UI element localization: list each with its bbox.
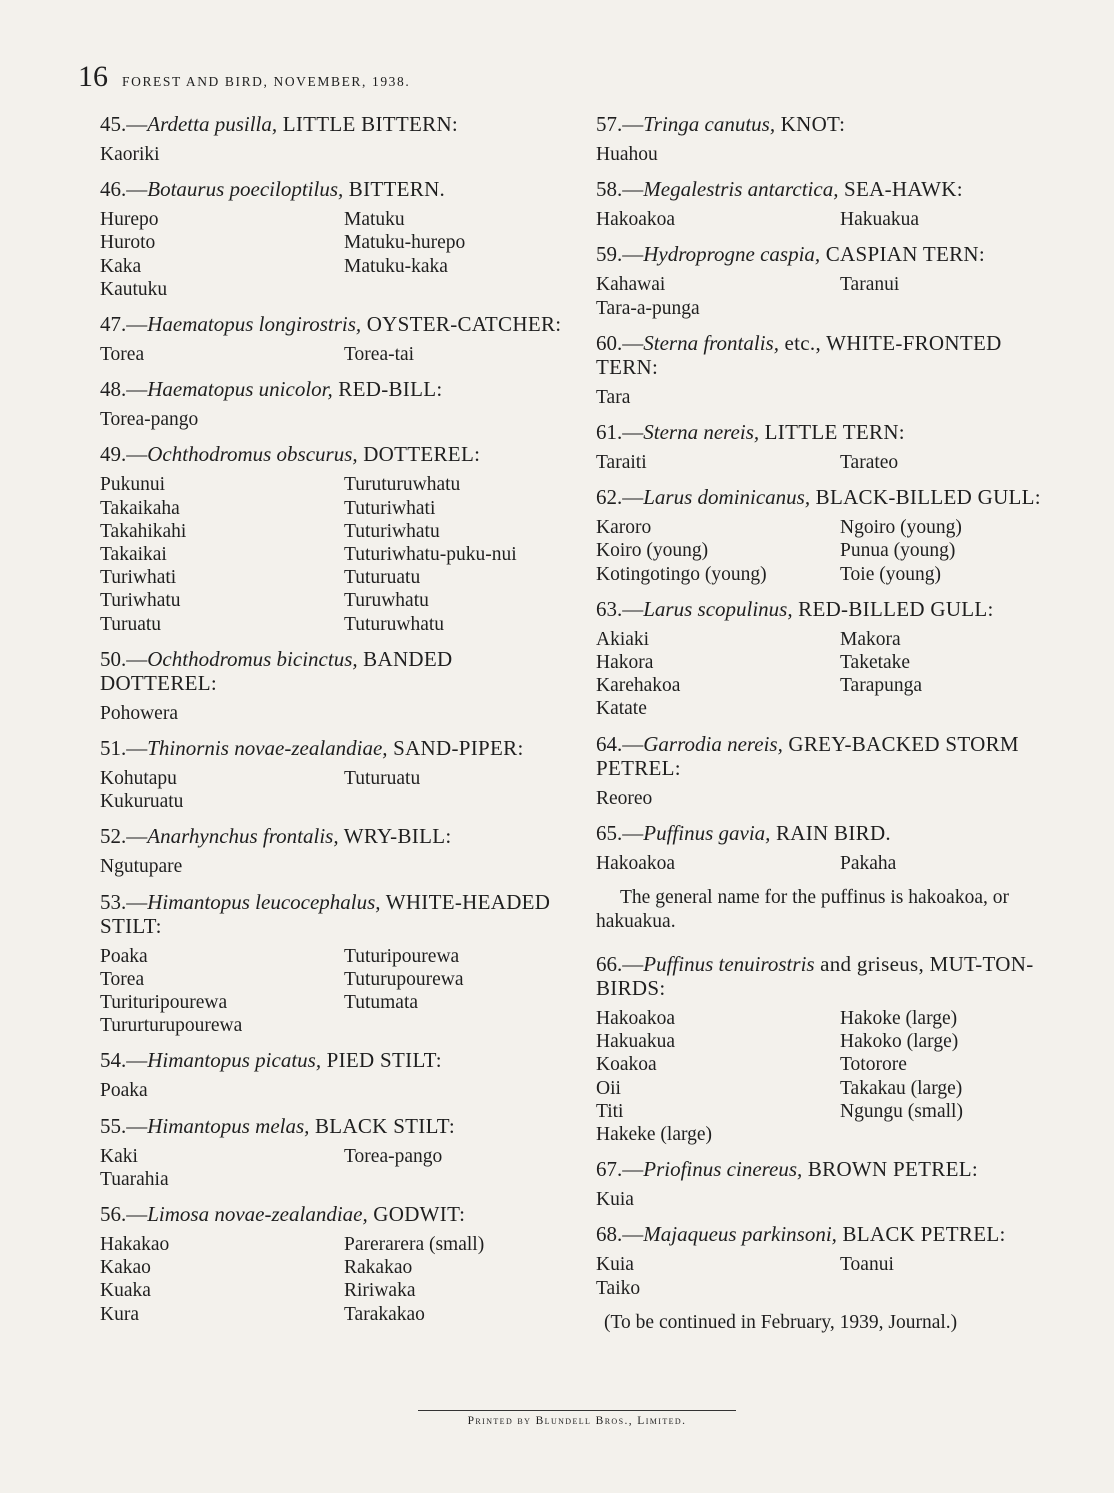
species-entry [100, 736, 570, 813]
maori-name-column [840, 787, 1066, 810]
maori-name: Hakakao [100, 1234, 170, 1256]
species-number: 48.— [100, 377, 148, 402]
maori-name: Hakoko (large) [840, 1031, 959, 1053]
maori-name: Oii [596, 1077, 621, 1099]
maori-name-column [840, 852, 1066, 875]
species-heading [596, 485, 1066, 509]
maori-name-column [100, 208, 344, 301]
species-heading [596, 597, 1066, 621]
species-heading [100, 647, 570, 695]
maori-name-column [596, 1007, 840, 1146]
maori-name-column [596, 787, 840, 810]
maori-name: Katate [596, 698, 647, 720]
maori-names [596, 852, 1066, 875]
maori-name-column [100, 408, 344, 431]
maori-name-column [840, 516, 1066, 586]
species-number: 54.— [100, 1048, 148, 1073]
maori-name: Makora [840, 628, 901, 650]
maori-name: Tarateo [840, 452, 899, 474]
maori-name-column [344, 945, 570, 1038]
maori-name: Kakao [100, 1257, 151, 1279]
maori-name: Huroto [100, 232, 156, 254]
common-name: DOTTEREL: [357, 442, 481, 467]
species-entry [596, 331, 1066, 409]
species-entry [100, 890, 570, 1038]
scientific-name: Botaurus poeciloptilus, [147, 177, 344, 202]
common-name: BLACK STILT: [309, 1113, 456, 1138]
common-name: etc., WHITE-FRONTED TERN: [596, 330, 1002, 379]
maori-name: Kura [100, 1303, 139, 1325]
scientific-name: Puffinus gavia, [643, 820, 771, 845]
maori-names [100, 767, 570, 813]
maori-name-column [840, 628, 1066, 721]
maori-name: Ririwaka [344, 1280, 416, 1302]
maori-name: Rakakao [344, 1257, 413, 1279]
species-heading [100, 824, 570, 848]
common-name: RED-BILLED GULL: [792, 596, 994, 621]
maori-name: Kuia [596, 1254, 634, 1276]
scientific-name: Ardetta pusilla, [147, 112, 278, 136]
maori-name-column [100, 767, 344, 813]
scientific-name: Sterna nereis, [643, 420, 760, 445]
maori-names [100, 702, 570, 725]
species-heading [100, 177, 570, 201]
maori-name: Hakoakoa [596, 852, 676, 874]
maori-name: Tuturupourewa [344, 968, 464, 990]
species-entry [596, 597, 1066, 721]
scientific-name: Sterna frontalis, [643, 330, 779, 355]
species-heading [596, 112, 1066, 136]
scientific-name: Ochthodromus obscurus, [147, 442, 358, 467]
species-entry [100, 312, 570, 366]
common-name: CASPIAN TERN: [820, 242, 986, 267]
maori-name: Hurepo [100, 209, 159, 231]
species-entry [100, 442, 570, 635]
species-heading [596, 420, 1066, 444]
maori-names [100, 945, 570, 1038]
page-number: 16 [78, 60, 108, 93]
species-number: 66.— [596, 952, 644, 977]
species-entry [100, 377, 570, 431]
common-name: BLACK PETREL: [836, 1222, 1006, 1247]
maori-name-column [596, 516, 840, 586]
maori-names [100, 343, 570, 366]
maori-names [596, 787, 1066, 810]
maori-names [596, 451, 1066, 474]
maori-names [100, 1079, 570, 1102]
left-column [100, 112, 570, 1337]
maori-name-column [100, 343, 344, 366]
maori-name-column [344, 143, 570, 166]
maori-name-column [100, 1233, 344, 1326]
maori-name: Tutumata [344, 992, 419, 1014]
common-name: SEA-HAWK: [838, 177, 963, 202]
species-number: 46.— [100, 177, 148, 202]
maori-name: Pukunui [100, 474, 166, 496]
species-entry [596, 821, 1066, 875]
maori-names [100, 473, 570, 635]
maori-name: Parerarera (small) [344, 1234, 485, 1256]
common-name: KNOT: [775, 112, 846, 136]
maori-name: Tuturiwhatu [344, 520, 440, 542]
continued-note: (To be continued in February, 1939, Journal.) [604, 1311, 958, 1333]
maori-name-column [596, 1253, 840, 1299]
scientific-name: Haematopus unicolor, [147, 377, 333, 402]
maori-name: Taiko [596, 1277, 641, 1299]
scientific-name: Larus dominicanus, [643, 485, 811, 510]
maori-names [596, 1007, 1066, 1146]
maori-name: Taketake [840, 652, 911, 674]
species-number: 55.— [100, 1113, 148, 1138]
maori-name-column [596, 208, 840, 231]
common-name: OYSTER-CATCHER: [361, 312, 562, 337]
scientific-name: Majaqueus parkinsoni, [643, 1222, 837, 1247]
species-number: 45.— [100, 112, 148, 136]
species-number: 52.— [100, 824, 148, 849]
maori-name-column [344, 702, 570, 725]
species-number: 49.— [100, 442, 148, 467]
maori-name: Akiaki [596, 628, 650, 650]
maori-name: Matuku-hurepo [344, 232, 466, 254]
maori-names [100, 1145, 570, 1191]
species-number: 53.— [100, 889, 148, 914]
page-header [78, 60, 410, 94]
species-entry [596, 952, 1066, 1146]
common-name: LITTLE TERN: [759, 420, 905, 445]
species-number: 58.— [596, 177, 644, 202]
maori-name: Turuturuwhatu [344, 474, 461, 496]
common-name: BITTERN. [343, 177, 446, 202]
scientific-name: Priofinus cinereus, [643, 1157, 803, 1182]
species-number: 62.— [596, 485, 644, 510]
maori-name: Turuatu [100, 613, 162, 635]
maori-name-column [344, 1233, 570, 1326]
maori-name: Tara-a-punga [596, 297, 700, 319]
species-entry [596, 732, 1066, 810]
maori-name: Ngoiro (young) [840, 517, 962, 539]
common-name: WRY-BILL: [338, 824, 452, 849]
maori-name: Tarakakao [344, 1303, 425, 1325]
maori-names [596, 628, 1066, 721]
maori-name: Tuarahia [100, 1168, 169, 1190]
maori-name-column [596, 852, 840, 875]
common-name: BLACK-BILLED GULL: [810, 485, 1041, 510]
species-heading [596, 242, 1066, 266]
species-entry [596, 420, 1066, 474]
maori-name: Pohowera [100, 702, 178, 724]
maori-name-column [840, 143, 1066, 166]
maori-name: Turuwhatu [344, 590, 429, 612]
right-column [596, 112, 1066, 1335]
common-name: LITTLE BITTERN: [277, 112, 459, 136]
species-number: 50.— [100, 646, 148, 671]
species-entry [100, 1114, 570, 1191]
maori-name: Kotingotingo (young) [596, 563, 767, 585]
maori-name: Pakaha [840, 852, 897, 874]
maori-name: Poaka [100, 945, 148, 967]
maori-name: Koiro (young) [596, 540, 709, 562]
maori-name: Kahawai [596, 274, 666, 296]
maori-names [596, 386, 1066, 409]
maori-name-column [596, 1188, 840, 1211]
maori-name: Turituripourewa [100, 992, 228, 1014]
maori-name: Punua (young) [840, 540, 956, 562]
maori-name: Kukuruatu [100, 791, 184, 813]
species-entry [100, 112, 570, 166]
maori-name: Toanui [840, 1254, 894, 1276]
species-entry [596, 177, 1066, 231]
maori-names [596, 1188, 1066, 1211]
species-number: 47.— [100, 312, 148, 337]
species-entry [100, 1202, 570, 1326]
species-entry [596, 112, 1066, 166]
maori-name-column [596, 628, 840, 721]
maori-names [596, 516, 1066, 586]
maori-name: Torea [100, 344, 145, 366]
maori-names [100, 143, 570, 166]
maori-name: Matuku [344, 209, 405, 231]
scientific-name: Larus scopulinus, [643, 596, 793, 621]
maori-name: Reoreo [596, 787, 653, 809]
maori-name-column [840, 1188, 1066, 1211]
maori-name: Tuturuatu [344, 768, 421, 790]
species-number: 57.— [596, 112, 644, 136]
maori-name: Tuturiwhatu-puku-nui [344, 544, 517, 566]
maori-name: Tara [596, 386, 631, 408]
maori-name: Tarapunga [840, 675, 923, 697]
common-name: RED-BILL: [332, 377, 443, 402]
maori-name: Tuturuwhatu [344, 613, 445, 635]
species-entry [100, 1048, 570, 1102]
species-heading [100, 1202, 570, 1226]
scientific-name: Thinornis novae-zealandiae, [147, 736, 388, 761]
maori-name: Kohutapu [100, 768, 177, 790]
maori-name-column [344, 1079, 570, 1102]
species-number: 56.— [100, 1202, 148, 1227]
maori-name: Koakoa [596, 1054, 657, 1076]
common-name: and griseus, MUT-TON-BIRDS: [596, 952, 1034, 1001]
scientific-name: Himantopus melas, [147, 1113, 310, 1138]
species-heading [100, 890, 570, 938]
maori-name: Kautuku [100, 278, 168, 300]
maori-name: Ngungu (small) [840, 1100, 963, 1122]
maori-name: Titi [596, 1100, 624, 1122]
scientific-name: Tringa canutus, [643, 112, 776, 136]
species-entry [100, 647, 570, 725]
maori-name: Kaki [100, 1145, 138, 1167]
scientific-name: Megalestris antarctica, [643, 177, 839, 202]
maori-name: Hakoakoa [596, 209, 676, 231]
maori-name: Karoro [596, 517, 652, 539]
common-name: RAIN BIRD. [770, 820, 891, 845]
maori-name-column [596, 143, 840, 166]
maori-name: Huahou [596, 144, 658, 165]
species-heading [596, 1157, 1066, 1181]
species-number: 64.— [596, 731, 644, 756]
species-entry [596, 1222, 1066, 1299]
species-heading [596, 821, 1066, 845]
maori-name-column [100, 945, 344, 1038]
maori-names [596, 143, 1066, 166]
maori-name: Tuturipourewa [344, 945, 460, 967]
species-number: 65.— [596, 820, 644, 845]
maori-name-column [344, 473, 570, 635]
species-number: 63.— [596, 596, 644, 621]
maori-names [596, 1253, 1066, 1299]
species-heading [100, 112, 570, 136]
scientific-name: Anarhynchus frontalis, [147, 824, 339, 849]
common-name: GREY-BACKED STORM PETREL: [596, 731, 1019, 780]
species-entry [596, 485, 1066, 586]
maori-name: Takaikaha [100, 497, 180, 519]
maori-name-column [100, 143, 344, 166]
maori-names [596, 208, 1066, 231]
species-number: 68.— [596, 1222, 644, 1247]
maori-name: Toie (young) [840, 563, 941, 585]
species-heading [596, 1222, 1066, 1246]
maori-name: Hakora [596, 652, 654, 674]
maori-name: Tuturuatu [344, 567, 421, 589]
scientific-name: Hydroprogne caspia, [643, 242, 821, 267]
maori-names [100, 408, 570, 431]
species-number: 60.— [596, 330, 644, 355]
species-entry [596, 1157, 1066, 1211]
maori-name-column [344, 855, 570, 878]
maori-name-column [840, 273, 1066, 319]
scientific-name: Garrodia nereis, [643, 731, 783, 756]
maori-name: Hakoakoa [596, 1008, 676, 1030]
maori-name-column [596, 451, 840, 474]
maori-name-column [840, 1253, 1066, 1299]
maori-name: Kuaka [100, 1280, 151, 1302]
maori-names [100, 855, 570, 878]
scientific-name: Puffinus tenuirostris [643, 952, 815, 977]
maori-name-column [840, 451, 1066, 474]
maori-name-column [840, 208, 1066, 231]
maori-name-column [100, 1079, 344, 1102]
printer-footer: Printed by Blundell Bros., Limited. [418, 1410, 736, 1427]
maori-name: Kaoriki [100, 144, 160, 165]
species-heading [100, 736, 570, 760]
maori-name-column [344, 208, 570, 301]
scientific-name: Himantopus picatus, [147, 1048, 322, 1073]
common-name: BANDED DOTTEREL: [100, 646, 453, 695]
maori-name-column [100, 702, 344, 725]
species-heading [596, 952, 1066, 1000]
scientific-name: Ochthodromus bicinctus, [147, 646, 358, 671]
maori-name: Hakeke (large) [596, 1124, 713, 1146]
species-number: 61.— [596, 420, 644, 445]
maori-name: Karehakoa [596, 675, 681, 697]
maori-name: Matuku-kaka [344, 255, 448, 277]
maori-name: Tururturupourewa [100, 1015, 243, 1037]
maori-name: Poaka [100, 1080, 148, 1102]
species-heading [100, 377, 570, 401]
maori-name: Hakoke (large) [840, 1008, 958, 1030]
maori-name-column [344, 1145, 570, 1191]
species-heading [596, 177, 1066, 201]
common-name: SAND-PIPER: [387, 736, 524, 761]
species-number: 59.— [596, 242, 644, 267]
species-heading [596, 331, 1066, 379]
species-heading [100, 1114, 570, 1138]
maori-name: Turiwhati [100, 567, 177, 589]
maori-name: Torea-tai [344, 344, 415, 366]
maori-name: Takahikahi [100, 520, 187, 542]
maori-name: Tuturiwhati [344, 497, 436, 519]
maori-name-column [100, 473, 344, 635]
maori-name: Hakuakua [840, 209, 920, 231]
maori-name-column [596, 273, 840, 319]
maori-name-column [840, 1007, 1066, 1146]
maori-name: Taranui [840, 274, 900, 296]
running-head: FOREST AND BIRD, NOVEMBER, 1938. [122, 74, 411, 89]
maori-name: Turiwhatu [100, 590, 181, 612]
species-number: 51.— [100, 736, 148, 761]
maori-name: Kuia [596, 1189, 634, 1211]
maori-name-column [840, 386, 1066, 409]
maori-name: Hakuakua [596, 1031, 676, 1053]
species-heading [100, 1048, 570, 1072]
species-heading [100, 312, 570, 336]
species-heading [596, 732, 1066, 780]
common-name: GODWIT: [367, 1202, 466, 1227]
maori-name-column [596, 386, 840, 409]
species-entry [100, 824, 570, 878]
common-name: BROWN PETREL: [802, 1157, 978, 1182]
maori-name-column [100, 855, 344, 878]
maori-names [596, 273, 1066, 319]
maori-names [100, 1233, 570, 1326]
maori-name: Taraiti [596, 452, 647, 474]
species-number: 67.— [596, 1157, 644, 1182]
maori-name: Takakau (large) [840, 1077, 963, 1099]
maori-name-column [100, 1145, 344, 1191]
maori-name-column [344, 767, 570, 813]
species-heading [100, 442, 570, 466]
common-name: PIED STILT: [321, 1048, 442, 1073]
maori-name: Takaikai [100, 544, 167, 566]
scientific-name: Limosa novae-zealandiae, [147, 1202, 368, 1227]
scientific-name: Haematopus longirostris, [147, 312, 362, 337]
maori-name: Totorore [840, 1054, 907, 1076]
maori-name-column [344, 408, 570, 431]
maori-names [100, 208, 570, 301]
scientific-name: Himantopus leucocephalus, [147, 889, 381, 914]
maori-name-column [344, 343, 570, 366]
maori-name: Kaka [100, 255, 142, 277]
maori-name: Torea [100, 968, 145, 990]
maori-name: Torea-pango [344, 1145, 443, 1167]
common-name: WHITE-HEADED STILT: [100, 889, 551, 938]
species-entry [100, 177, 570, 301]
maori-name: Torea-pango [100, 409, 199, 431]
maori-name: Ngutupare [100, 856, 183, 878]
species-entry [596, 242, 1066, 319]
puffinus-note: The general name for the puffinus is hakoakoa, or hakuakua. [596, 887, 1009, 933]
